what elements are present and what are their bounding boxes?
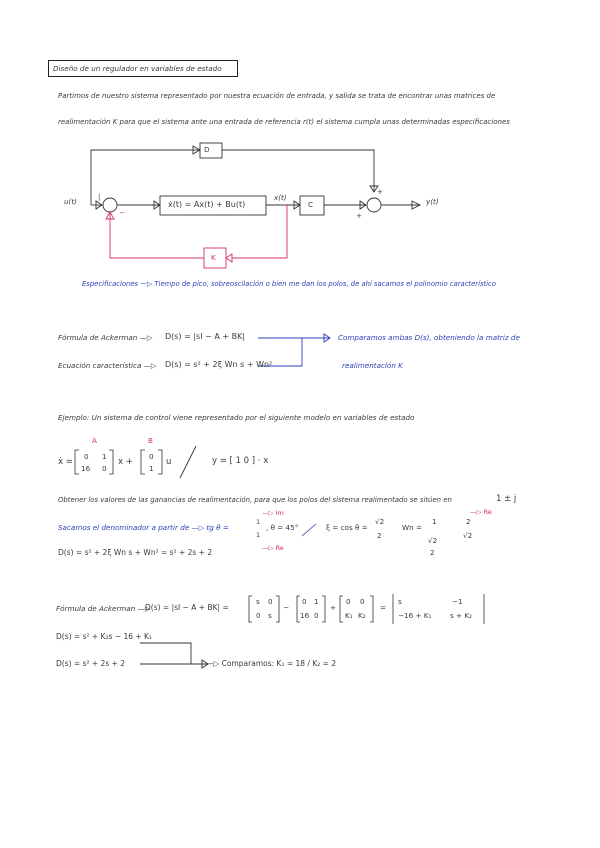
sum-minus-sign: −: [119, 208, 126, 217]
res-22: s + K₂: [450, 611, 472, 620]
res-11: s: [398, 597, 402, 606]
matrix-b-label: B: [148, 436, 153, 445]
res-21: −16 + K₁: [398, 611, 432, 620]
ackerman-label: Fórmula de Ackerman —▷: [58, 333, 153, 342]
objective-text: Obtener los valores de las ganancias de realimentación, para que los polos del sistema realimentado se sitúen en: [58, 496, 452, 504]
compare-text-1: Comparamos ambas D(s), obteniendo la matriz de: [338, 333, 520, 342]
intro-line-1: Partimos de nuestro sistema representado por nuestra ecuación de entrada, y salida se trata de encontrar unas matrices de: [58, 92, 496, 100]
si-22: s: [268, 611, 272, 620]
output-label: y(t): [426, 197, 439, 206]
plus-sign-1: +: [330, 603, 337, 612]
xi-equation: ξ = cos θ =: [326, 523, 368, 532]
a-11: 0: [302, 597, 307, 606]
matrix-a-12: 1: [102, 452, 107, 461]
tg-denominator: 1: [256, 531, 261, 539]
example-intro: Ejemplo: Un sistema de control viene representado por el siguiente modelo en variables de estado: [58, 413, 415, 422]
wn-numerator: 1: [432, 517, 437, 526]
u-label: u: [166, 457, 172, 467]
matrix-a-label: A: [92, 436, 97, 445]
theta-value: , θ = 45°: [266, 523, 299, 532]
a-22: 0: [314, 611, 319, 620]
page-title: Diseño de un regulador en variables de estado: [53, 64, 222, 73]
wn-result-denominator: √2: [463, 531, 473, 540]
bk-11: 0: [346, 597, 351, 606]
matrix-a-21: 16: [81, 464, 91, 473]
tg-numerator: 1: [256, 518, 261, 526]
a-12: 1: [314, 597, 319, 606]
xdot-label: ẋ =: [58, 457, 73, 467]
matrix-b-1: 0: [149, 452, 154, 461]
output-equation: y = [ 1 0 ] · x: [212, 456, 269, 466]
denominator-text: Sacamos el denominador a partir de —▷ tg θ =: [58, 523, 229, 532]
ackerman-formula: D(s) = |sI − A + BK|: [165, 332, 246, 341]
bk-12: 0: [360, 597, 365, 606]
a-21: 16: [300, 611, 310, 620]
sum-plus-bottom: +: [356, 211, 363, 220]
characteristic-equation: D(s) = s² + 2ξ Wn s + Wn²: [165, 360, 273, 369]
output-block: C: [308, 200, 314, 209]
matrix-a-22: 0: [102, 464, 107, 473]
denominator-result: D(s) = s² + 2ξ Wn s + Wn² = s² + 2s + 2: [58, 548, 213, 557]
sum-plus-top: +: [377, 187, 384, 196]
specifications-text: Especificaciones —▷ Tiempo de pico, sobreoscilación o bien me dan los polos, de ahí sacamos el polinomio característico: [82, 280, 496, 288]
bk-22: K₂: [358, 611, 366, 620]
si-11: s: [256, 597, 260, 606]
matrix-a-11: 0: [84, 452, 89, 461]
intro-line-2: realimentación K para que el sistema ante una entrada de referencia r(t) el sistema cumpla unas determinadas especificaciones: [58, 118, 510, 126]
imaginary-axis-label: —▷ Im: [262, 509, 284, 517]
wn-label: Wn =: [402, 523, 422, 532]
wn-denominator-root: √2: [428, 536, 438, 545]
wn-denominator-two: 2: [430, 548, 435, 557]
res-12: −1: [452, 597, 463, 606]
feedthrough-block: D: [204, 145, 210, 154]
characteristic-label: Ecuación característica —▷: [58, 361, 157, 370]
si-12: 0: [268, 597, 273, 606]
compare-text-2: realimentación K: [342, 361, 403, 370]
xi-denominator: 2: [377, 531, 382, 540]
bk-21: K₁: [345, 611, 353, 620]
real-axis-label: —▷ Re: [262, 544, 284, 552]
matrix-b-2: 1: [149, 464, 154, 473]
solution-label: Fórmula de Ackerman —▷: [56, 604, 151, 613]
solution-compare: —▷ Comparamos: K₁ = 18 / K₂ = 2: [206, 659, 337, 668]
poles-value: 1 ± j: [496, 494, 517, 504]
si-21: 0: [256, 611, 261, 620]
equals-sign: =: [380, 603, 387, 612]
input-mark: |: [98, 192, 101, 201]
solution-ds-1: D(s) = s² + K₂s − 16 + K₁: [56, 632, 152, 641]
state-equation: ẋ(t) = Ax(t) + Bu(t): [168, 200, 246, 209]
re-label-right: —▷ Re: [470, 508, 492, 516]
solution-formula: D(s) = |sI − A + BK| =: [145, 603, 229, 612]
state-label: x(t): [274, 193, 287, 202]
solution-ds-2: D(s) = s² + 2s + 2: [56, 659, 126, 668]
minus-sign-1: −: [283, 603, 290, 612]
x-plus: x +: [118, 457, 133, 467]
xi-numerator: √2: [375, 517, 385, 526]
input-label: u(t): [64, 197, 77, 206]
gain-block: K: [211, 253, 216, 262]
wn-result-numerator: 2: [466, 517, 471, 526]
